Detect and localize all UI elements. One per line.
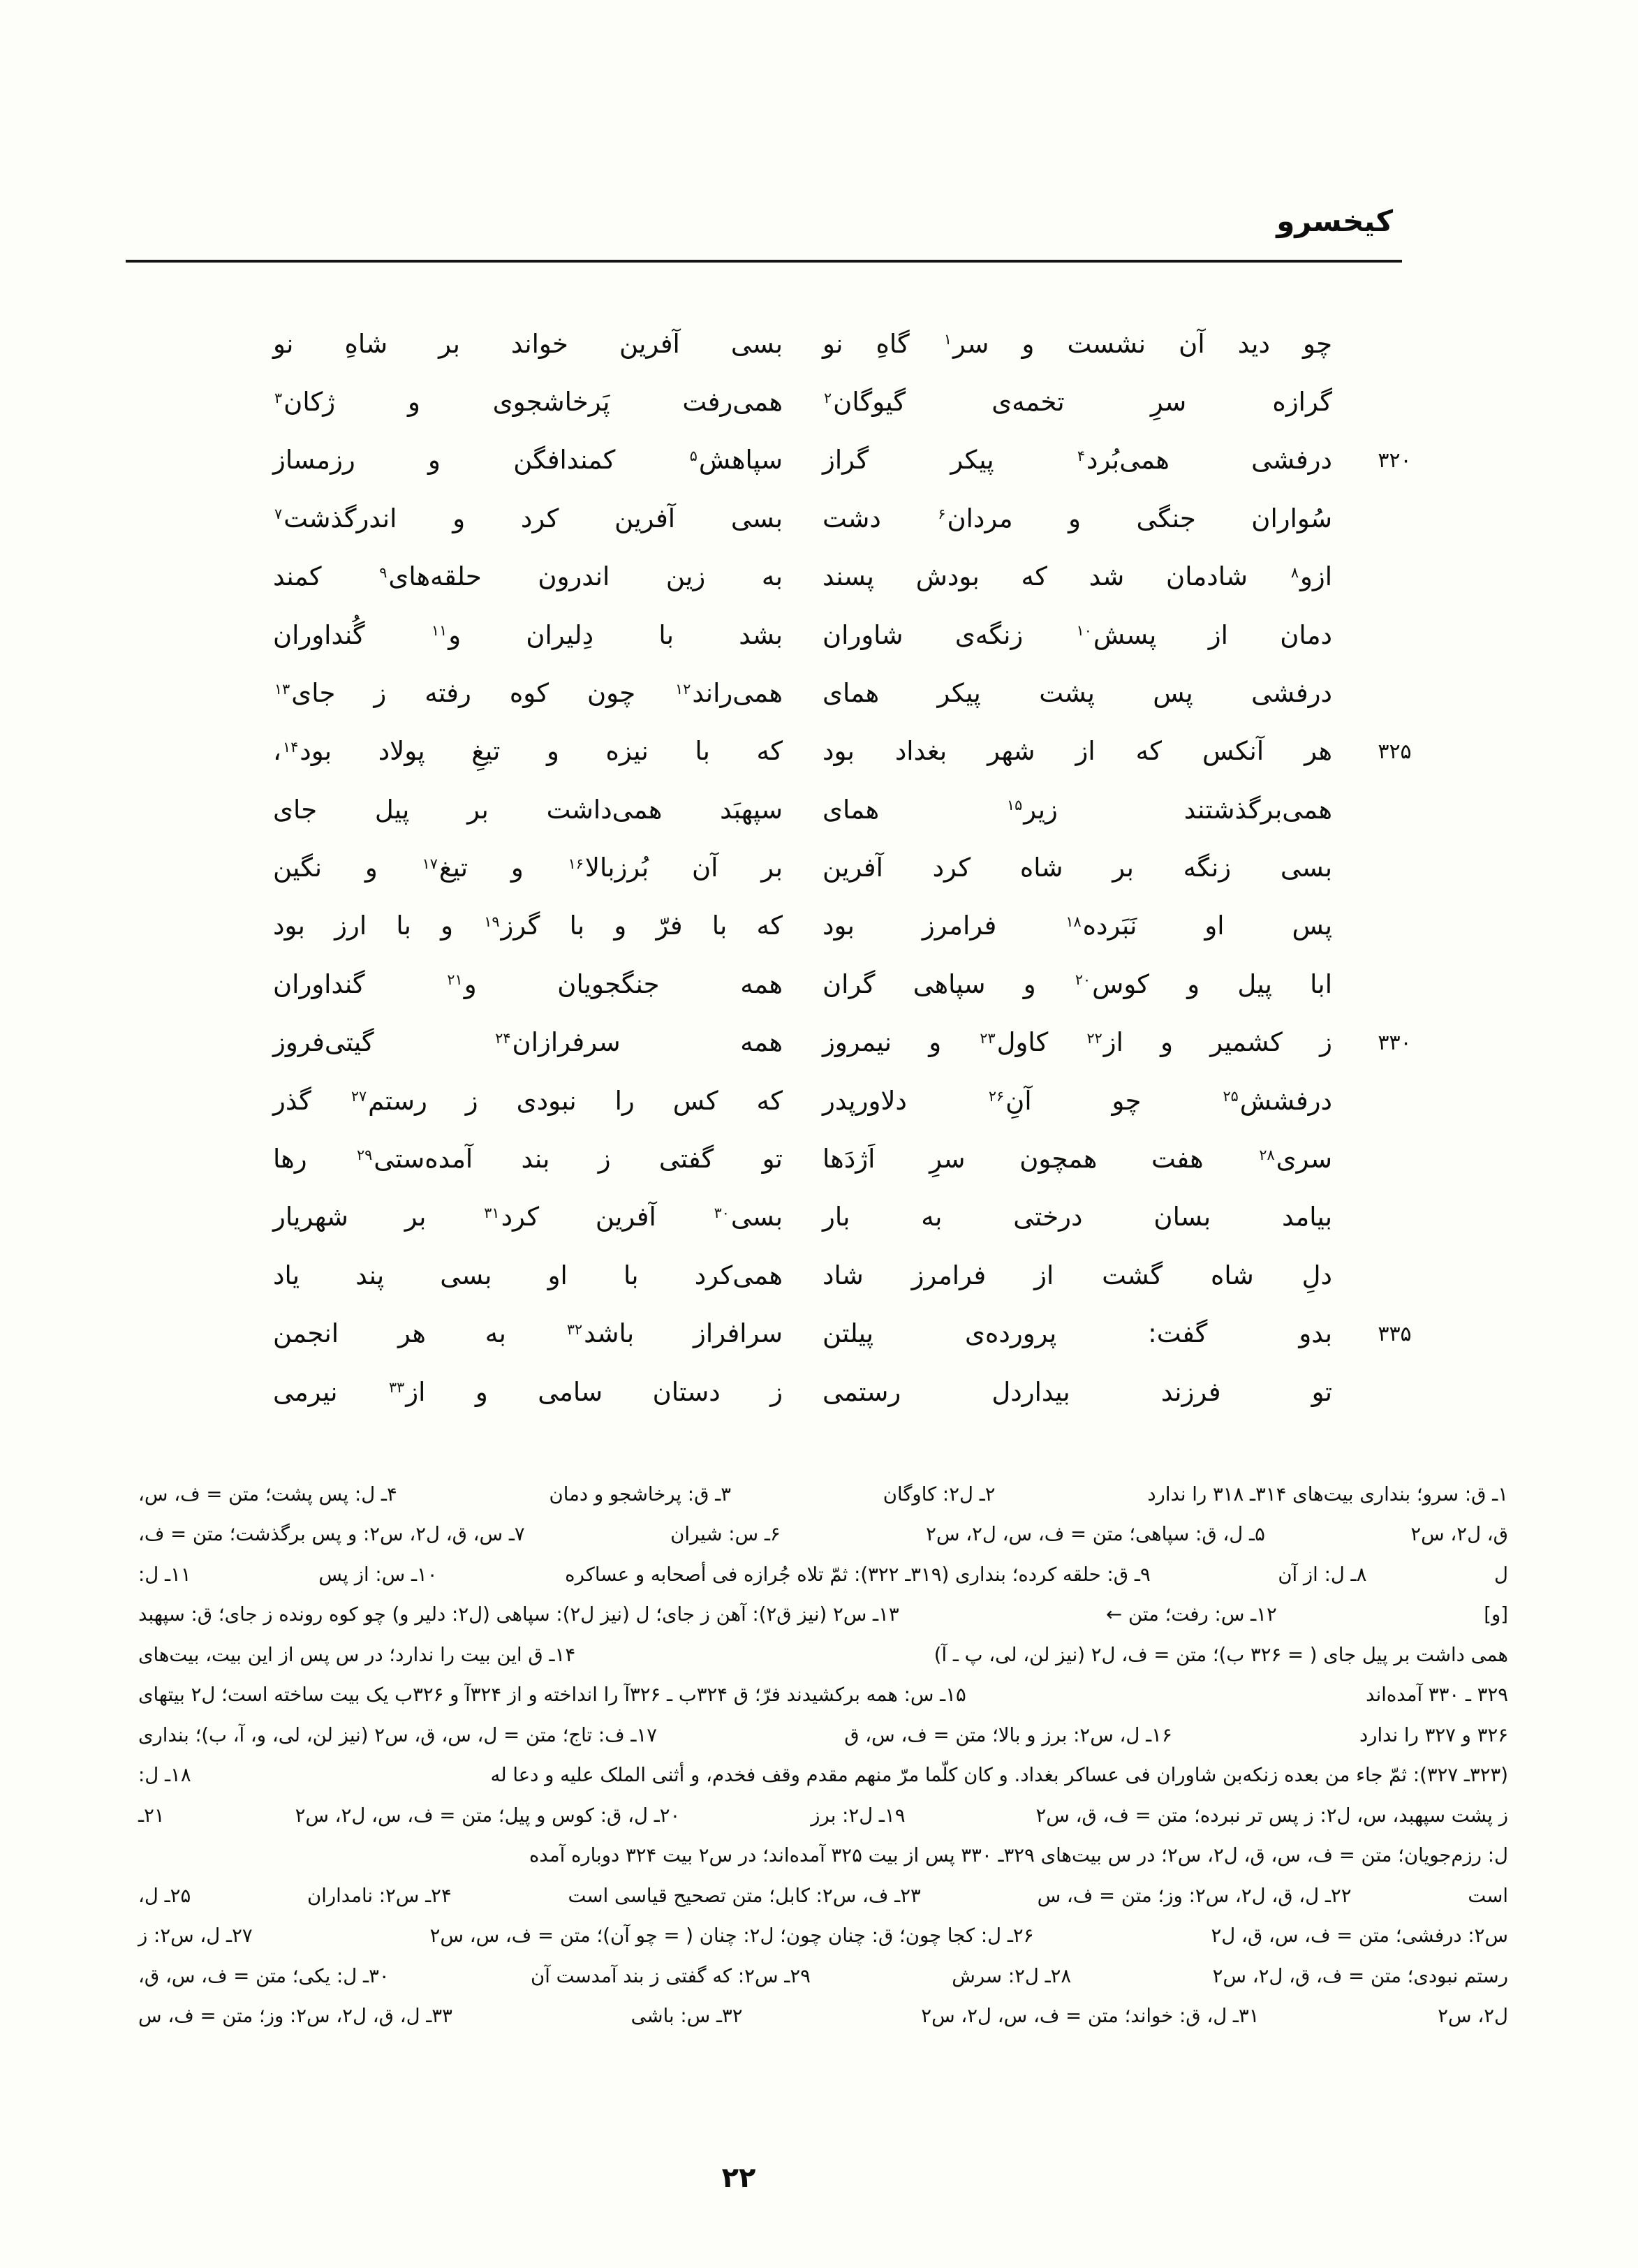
hemistich-first: تو فرزند بیداردل رستمی bbox=[822, 1376, 1332, 1407]
footnote-segment: ۹ـ ق: حلقه کرده؛ بنداری (۳۱۹ـ ۳۲۲): ثمّ تلاه جُرازه فی أصحابه و عساکره bbox=[565, 1563, 1151, 1586]
footnote-line bbox=[138, 1996, 1508, 2037]
hemistich-first: دلِ شاه گشت از فرامرز شاد bbox=[822, 1260, 1332, 1290]
footnote-ref: ۲۱ bbox=[447, 971, 463, 989]
footnote-ref: ۱۰ bbox=[1076, 622, 1092, 640]
verse-row bbox=[273, 723, 1417, 781]
footnote-segment: ۲۳ـ ف، س۲: کابل؛ متن تصحیح قیاسی است bbox=[568, 1884, 921, 1907]
hemistich-second: که با فرّ و با گرز$^{۱۹}$ و با ارز بود bbox=[273, 911, 783, 941]
hemistich-first: پس او نَبَرده$^{۱۸}$ فرامرز بود bbox=[822, 911, 1332, 941]
footnote-ref: ۳ bbox=[274, 389, 283, 406]
footnote-ref: ۱۹ bbox=[484, 913, 500, 931]
footnote-line bbox=[138, 1916, 1508, 1957]
footnote-line bbox=[138, 1755, 1508, 1796]
footnote-segment: ۱۹ـ ل۲: برز bbox=[811, 1804, 906, 1827]
footnote-segment: همی داشت بر پیل جای ( = ۳۲۶ ب)؛ متن = ف، ل۲ (نیز لن، لی، پ ـ آ) bbox=[934, 1643, 1508, 1666]
page-number: ۲۲ bbox=[721, 2162, 756, 2194]
footnote-ref: ۵ bbox=[689, 447, 698, 464]
footnote-ref: ۲۰ bbox=[1075, 971, 1091, 989]
footnote-line bbox=[138, 1876, 1508, 1916]
hemistich-first: گرازه سرِ تخمه‌ی گیوگان$^۲$ bbox=[824, 386, 1332, 417]
verse-row bbox=[273, 1130, 1417, 1188]
verse-row bbox=[273, 1305, 1417, 1363]
footnote-segment: ۱۱ـ ل: bbox=[138, 1563, 191, 1586]
verse-row bbox=[273, 1014, 1417, 1072]
verse-row bbox=[273, 432, 1417, 489]
verse-row bbox=[273, 781, 1417, 839]
footnote-ref: ۲ bbox=[824, 389, 832, 406]
footnote-line bbox=[138, 1474, 1508, 1515]
footnote-segment: ۳۲ـ س: باشی bbox=[630, 2005, 743, 2028]
hemistich-first: چو دید آن نشست و سر$^۱$ گاهِ نو bbox=[822, 328, 1332, 359]
footnote-segment: ۲۲ـ ل، ق، ل۲، س۲: وز؛ متن = ف، س bbox=[1037, 1884, 1352, 1907]
hemistich-first: دمان از پسش$^{۱۰}$ زنگه‌ی شاوران bbox=[822, 619, 1332, 650]
footnote-segment: ۱۴ـ ق این بیت را ندارد؛ در س پس از این بیت، بیت‌های bbox=[138, 1643, 576, 1666]
verse-row bbox=[273, 839, 1417, 897]
hemistich-first: بسی زنگه بر شاه کرد آفرین bbox=[822, 853, 1332, 883]
footnote-ref: ۳۰ bbox=[714, 1205, 730, 1222]
footnote-segment: ۶ـ س: شیران bbox=[670, 1523, 781, 1546]
footnote-segment: ۱ـ ق: سرو؛ بنداری بیت‌های ۳۱۴ـ ۳۱۸ را ندارد bbox=[1147, 1482, 1508, 1505]
hemistich-first: سری$^{۲۸}$ هفت همچون سرِ اَژدَها bbox=[822, 1144, 1332, 1174]
hemistich-first: سُواران جنگی و مردان$^۶$ دشت bbox=[822, 503, 1332, 533]
hemistich-second: سرافراز باشد$^{۳۲}$ به هر انجمن bbox=[273, 1318, 783, 1349]
hemistich-first: ازو$^۸$ شادمان شد که بودش پسند bbox=[822, 561, 1332, 592]
hemistich-second: بشد با دِلیران و$^{۱۱}$ گُنداوران bbox=[273, 619, 783, 650]
hemistich-second: که با نیزه و تیغِ پولاد بود$^{۱۴}$، bbox=[273, 736, 783, 767]
header-rule bbox=[126, 260, 1402, 263]
footnote-segment: ۲۴ـ س۲: نامداران bbox=[307, 1884, 452, 1907]
footnote-ref: ۹ bbox=[379, 564, 388, 581]
verse-row bbox=[273, 1363, 1417, 1421]
footnote-ref: ۱۴ bbox=[282, 738, 299, 756]
footnote-segment: ۳۰ـ ل: یکی؛ متن = ف، س، ق، bbox=[138, 1964, 390, 1987]
footnote-ref: ۱۵ bbox=[1007, 797, 1023, 814]
hemistich-second: به زین اندرون حلقه‌های$^۹$ کمند bbox=[273, 561, 783, 592]
footnote-segment: ۲۶ـ ل: کجا چون؛ ق: چنان چون؛ ل۲: چنان ( = چو آن)؛ متن = ف، س، س۲ bbox=[429, 1924, 1034, 1947]
footnote-segment: ۱۰ـ س: از پس bbox=[318, 1563, 438, 1586]
footnote-segment: ۲۹ـ س۲: که گفتی ز بند آمدست آن bbox=[531, 1964, 811, 1987]
hemistich-second: بسی$^{۳۰}$ آفرین کرد$^{۳۱}$ بر شهریار bbox=[273, 1202, 783, 1232]
footnote-ref: ۱۲ bbox=[675, 680, 691, 698]
footnote-segment: س۲: درفشی؛ متن = ف، س، ق، ل۲ bbox=[1211, 1924, 1508, 1947]
footnote-segment: ۲۵ـ ل، bbox=[138, 1884, 191, 1907]
footnote-segment: ۲۱ـ bbox=[138, 1804, 165, 1827]
footnote-segment: ۱۲ـ س: رفت؛ متن ← bbox=[1106, 1603, 1277, 1626]
footnote-line bbox=[138, 1836, 1508, 1876]
footnote-line bbox=[138, 1515, 1508, 1555]
hemistich-second: بر آن بُرزبالا$^{۱۶}$ و تیغ$^{۱۷}$ و نگین bbox=[273, 853, 783, 883]
footnotes-apparatus bbox=[138, 1474, 1508, 2036]
hemistich-first: هر آنکس که از شهر بغداد بود bbox=[822, 736, 1332, 767]
hemistich-second: بسی آفرین خواند بر شاهِ نو bbox=[273, 328, 783, 359]
footnote-ref: ۴ bbox=[1077, 447, 1085, 464]
verse-row bbox=[273, 897, 1417, 955]
footnote-segment: ۵ـ ل، ق: سپاهی؛ متن = ف، س، ل۲، س۲ bbox=[926, 1523, 1265, 1546]
hemistich-second: همه جنگجویان و$^{۲۱}$ گنداوران bbox=[273, 969, 783, 999]
verse-row bbox=[273, 606, 1417, 664]
footnote-segment: ل bbox=[1494, 1563, 1508, 1586]
footnote-ref: ۳۳ bbox=[389, 1379, 405, 1397]
footnote-ref: ۳۱ bbox=[484, 1205, 500, 1222]
footnote-line bbox=[138, 1795, 1508, 1836]
footnote-line bbox=[138, 1675, 1508, 1716]
footnote-line bbox=[138, 1635, 1508, 1675]
hemistich-second: همی‌راند$^{۱۲}$ چون کوه رفته ز جای$^{۱۳}$ bbox=[274, 677, 783, 708]
verse-number: ۳۳۰ bbox=[1378, 1030, 1412, 1055]
footnote-segment: ۳ـ ق: پرخاشجو و دمان bbox=[549, 1482, 731, 1505]
footnote-ref: ۲۲ bbox=[1086, 1029, 1102, 1047]
footnote-line bbox=[138, 1956, 1508, 1996]
footnote-ref: ۲۳ bbox=[980, 1029, 996, 1047]
verse-row bbox=[273, 955, 1417, 1013]
hemistich-second: همه سرفرازان$^{۲۴}$ گیتی‌فروز bbox=[273, 1027, 783, 1058]
footnote-segment: رستم نبودی؛ متن = ف، ق، ل۲، س۲ bbox=[1212, 1964, 1508, 1987]
footnote-segment: ۲ـ ل۲: کاوگان bbox=[883, 1482, 996, 1505]
verse-number: ۳۳۵ bbox=[1378, 1321, 1412, 1346]
footnote-segment: ۷ـ س، ق، ل۲، س۲: و پس برگذشت؛ متن = ف، bbox=[138, 1523, 525, 1546]
hemistich-first: همی‌برگذشتند زیر$^{۱۵}$ همای bbox=[822, 794, 1332, 825]
footnote-line bbox=[138, 1715, 1508, 1755]
hemistich-first: درفشی پس پشت پیکر همای bbox=[822, 677, 1332, 708]
hemistich-first: درفشش$^{۲۵}$ چو آنِ$^{۲۶}$ دلاورپدر bbox=[822, 1085, 1332, 1116]
hemistich-first: ز کشمیر و از$^{۲۲}$ کاول$^{۲۳}$ و نیمروز bbox=[822, 1027, 1332, 1058]
footnote-segment: است bbox=[1468, 1884, 1508, 1907]
footnote-ref: ۲۸ bbox=[1259, 1146, 1275, 1163]
footnote-segment: [و] bbox=[1484, 1603, 1508, 1626]
footnote-ref: ۲۶ bbox=[988, 1088, 1005, 1105]
footnote-segment: ۴ـ ل: پس پشت؛ متن = ف، س، bbox=[138, 1482, 397, 1505]
verse-row bbox=[273, 373, 1417, 431]
footnote-segment: ۲۸ـ ل۲: سرش bbox=[952, 1964, 1072, 1987]
hemistich-first: درفشی همی‌بُرد$^۴$ پیکر گراز bbox=[822, 445, 1332, 476]
footnote-segment: ۱۳ـ س۲ (نیز ق۲): آهن ز جای؛ ل (نیز ل۲): سپاهی (ل۲: دلیر و) چو کوه رونده ز جای؛ ق: سپهبد bbox=[138, 1603, 899, 1626]
hemistich-first: بدو گفت: پرورده‌ی پیلتن bbox=[822, 1318, 1332, 1349]
verse-row bbox=[273, 1188, 1417, 1246]
footnote-ref: ۲۷ bbox=[351, 1088, 367, 1105]
poem-verses bbox=[273, 315, 1417, 1421]
hemistich-second: سپهبَد همی‌داشت بر پیل جای bbox=[273, 794, 783, 825]
footnote-ref: ۲۹ bbox=[356, 1146, 373, 1163]
footnote-segment: ۳۳ـ ل، ق، ل۲، س۲: وز؛ متن = ف، س bbox=[138, 2005, 452, 2028]
footnote-segment: ل: رزم‌جویان؛ متن = ف، س، ق، ل۲، س۲؛ در س بیت‌های ۳۲۹ـ ۳۳۰ پس از بیت ۳۲۵ آمده‌اند؛ در س۲ بیت ۳۲۴ دوباره آمده bbox=[529, 1844, 1508, 1867]
footnote-ref: ۱۱ bbox=[431, 622, 448, 640]
verse-row bbox=[273, 1072, 1417, 1130]
footnote-segment: ۳۱ـ ل، ق: خواند؛ متن = ف، س، ل۲، س۲ bbox=[921, 2005, 1260, 2028]
hemistich-first: ابا پیل و کوس$^{۲۰}$ و سپاهی گران bbox=[822, 969, 1332, 999]
footnote-segment: ۲۷ـ ل، س۲: ز bbox=[138, 1924, 253, 1947]
hemistich-second: تو گفتی ز بند آمده‌ستی$^{۲۹}$ رها bbox=[273, 1144, 783, 1174]
footnote-ref: ۱۳ bbox=[274, 680, 290, 698]
footnote-segment: ۱۶ـ ل، س۲: برز و بالا؛ متن = ف، س، ق bbox=[844, 1723, 1172, 1746]
footnote-segment: ۱۷ـ ف: تاج؛ متن = ل، س، ق، س۲ (نیز لن، لی، و، آ، ب)؛ بنداری bbox=[138, 1723, 657, 1746]
footnote-segment: ۱۵ـ س: همه برکشیدند فرّ؛ ق ۳۲۴ب ـ ۳۲۶آ را انداخته و از ۳۲۴آ و ۳۲۶ب یک بیت ساخته است؛ ل۲ بیتهای bbox=[138, 1684, 966, 1707]
footnote-ref: ۱۶ bbox=[568, 855, 584, 872]
footnote-segment: ل۲، س۲ bbox=[1438, 2005, 1508, 2028]
footnote-segment: ۸ـ ل: از آن bbox=[1278, 1563, 1367, 1586]
footnote-ref: ۳۲ bbox=[566, 1320, 583, 1338]
footnote-ref: ۲۵ bbox=[1223, 1088, 1239, 1105]
verse-row bbox=[273, 1246, 1417, 1304]
verse-number: ۳۲۰ bbox=[1378, 448, 1412, 473]
footnote-segment: ۳۲۹ ـ ۳۳۰ آمده‌اند bbox=[1366, 1684, 1508, 1707]
footnote-segment: ۳۲۶ و ۳۲۷ را ندارد bbox=[1359, 1723, 1508, 1746]
hemistich-second: سپاهش$^۵$ کمندافگن و رزمساز bbox=[273, 445, 783, 476]
hemistich-first: بیامد بسان درختی به بار bbox=[822, 1202, 1332, 1232]
footnote-segment: ۱۸ـ ل: bbox=[138, 1764, 191, 1787]
footnote-ref: ۱۸ bbox=[1065, 913, 1082, 931]
verse-row bbox=[273, 489, 1417, 547]
verse-row bbox=[273, 664, 1417, 722]
footnote-ref: ۱ bbox=[943, 331, 952, 348]
footnote-ref: ۲۴ bbox=[495, 1029, 511, 1047]
page-header-title: کیخسرو bbox=[1276, 204, 1393, 238]
footnote-segment: ز پشت سپهبد، س، ل۲: ز پس تر نبرده؛ متن = ف، ق، س۲ bbox=[1035, 1804, 1508, 1827]
footnote-line bbox=[138, 1595, 1508, 1635]
verse-number: ۳۲۵ bbox=[1378, 739, 1412, 764]
hemistich-second: همی‌کرد با او بسی پند یاد bbox=[273, 1260, 783, 1290]
footnote-segment: ۲۰ـ ل، ق: کوس و پیل؛ متن = ف، س، ل۲، س۲ bbox=[295, 1804, 681, 1827]
footnote-line bbox=[138, 1554, 1508, 1595]
footnote-ref: ۸ bbox=[1290, 564, 1299, 581]
hemistich-second: همی‌رفت پَرخاشجوی و ژکان$^۳$ bbox=[274, 386, 783, 417]
footnote-ref: ۶ bbox=[938, 506, 946, 523]
footnote-ref: ۱۷ bbox=[422, 855, 438, 872]
verse-row bbox=[273, 315, 1417, 373]
hemistich-second: بسی آفرین کرد و اندرگذشت$^۷$ bbox=[274, 503, 783, 533]
footnote-segment: (۳۲۳ـ ۳۲۷): ثمّ جاء من بعده زنکه‌بن شاوران فی عساکر بغداد. و کان کلّما مرّ منهم مقدم وقف فخدم، و أثنی الملک علیه و دعا له bbox=[490, 1764, 1508, 1787]
footnote-ref: ۷ bbox=[274, 506, 283, 523]
hemistich-second: که کس را نبودی ز رستم$^{۲۷}$ گذر bbox=[273, 1085, 783, 1116]
hemistich-second: ز دستان سامی و از$^{۳۳}$ نیرمی bbox=[273, 1376, 783, 1407]
verse-row bbox=[273, 548, 1417, 606]
footnote-segment: ق، ل۲، س۲ bbox=[1410, 1523, 1508, 1546]
